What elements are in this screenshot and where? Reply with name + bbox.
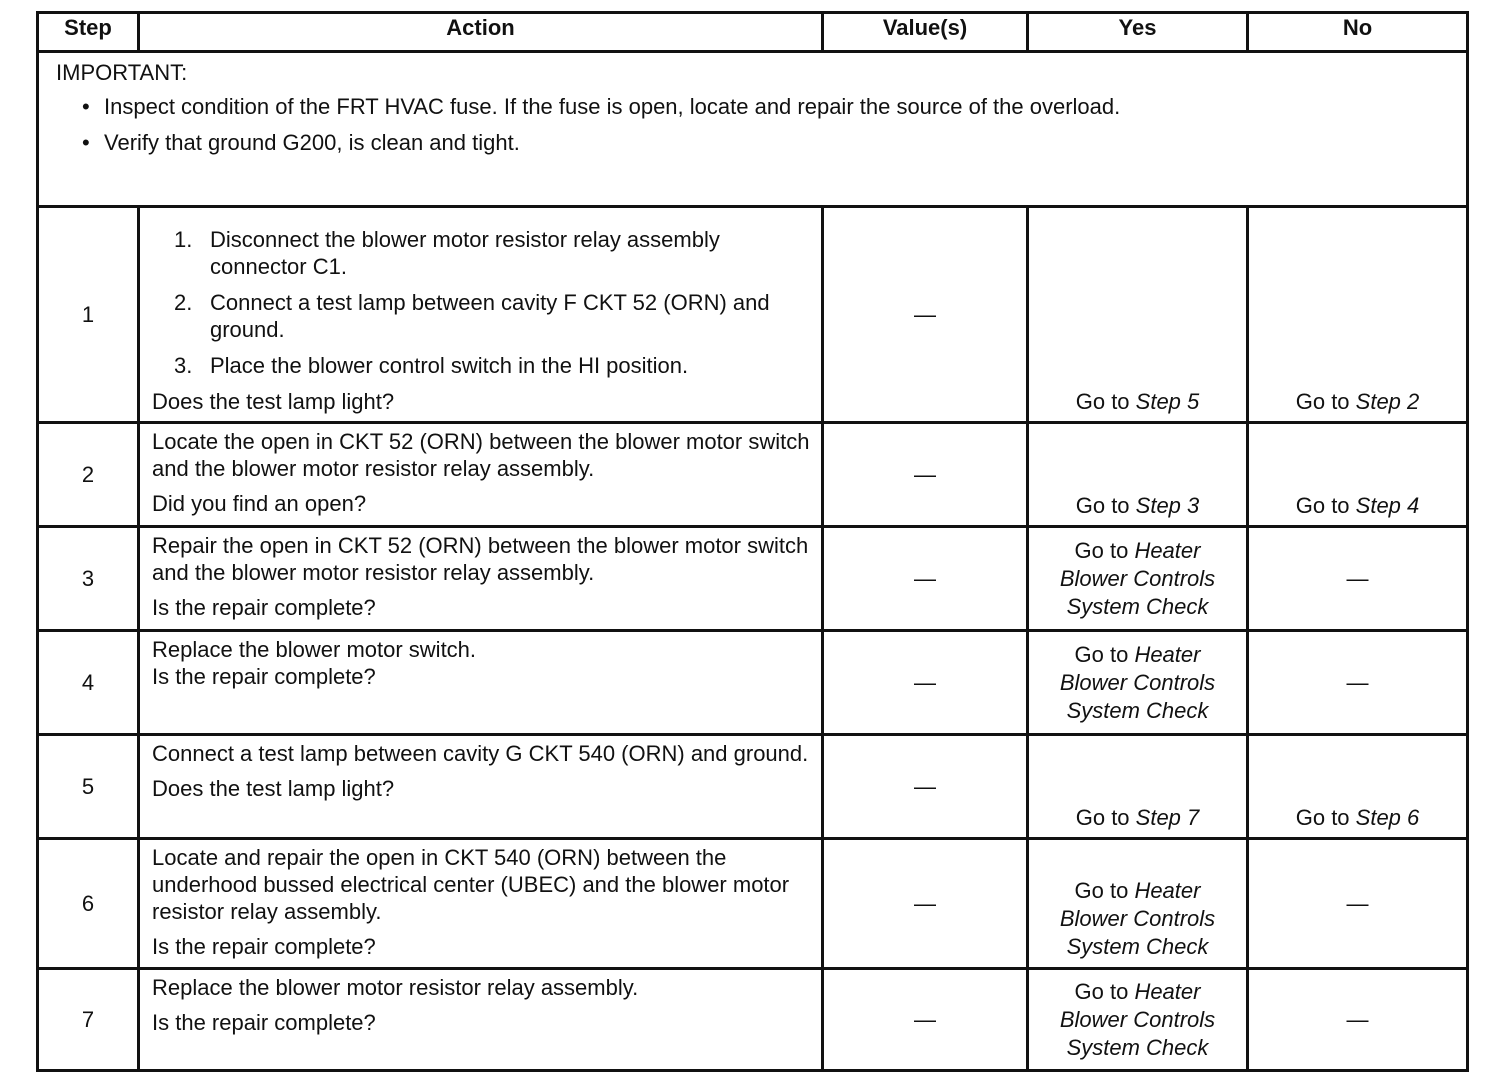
value-cell: —	[823, 527, 1028, 631]
no-cell: —	[1248, 527, 1468, 631]
value-cell: —	[823, 423, 1028, 527]
no-cell: Go to Step 4	[1248, 423, 1468, 527]
yes-link[interactable]: Heater	[1134, 641, 1201, 667]
yes-link[interactable]: Step 7	[1135, 805, 1200, 830]
list-item: 1. Disconnect the blower motor resistor relay assembly connector C1.	[174, 227, 720, 279]
no-cell: —	[1248, 969, 1468, 1071]
value-cell: —	[823, 735, 1028, 839]
yes-link[interactable]: Blower Controls	[1059, 1006, 1216, 1032]
header-action: Action	[139, 13, 823, 52]
yes-cell: Go to Step 5	[1028, 207, 1248, 423]
table-row	[38, 527, 1468, 631]
no-cell: Go to Step 2	[1248, 207, 1468, 423]
no-link[interactable]: Step 4	[1355, 493, 1420, 518]
header-values: Value(s)	[823, 13, 1028, 52]
action-cell	[139, 423, 823, 527]
action-text: Replace the blower motor switch.	[152, 637, 477, 662]
yes-link[interactable]: System Check	[1066, 697, 1209, 723]
header-step: Step	[38, 13, 139, 52]
table-row	[38, 969, 1468, 1071]
yes-link[interactable]: Blower Controls	[1059, 906, 1216, 931]
action-text: Repair the open in CKT 52 (ORN) between the blower motor switch and the blower motor resistor relay assembly.	[152, 533, 809, 585]
table-row	[38, 207, 1468, 423]
step-number: 5	[38, 735, 139, 839]
yes-link[interactable]: System Check	[1066, 934, 1209, 959]
yes-cell: Go to Heater Blower Controls System Check	[1028, 527, 1248, 631]
yes-link[interactable]: Step 5	[1135, 389, 1200, 414]
yes-cell: Go to Heater Blower Controls System Check	[1028, 631, 1248, 735]
table-row	[38, 735, 1468, 839]
header-yes: Yes	[1028, 13, 1248, 52]
yes-link[interactable]: Blower Controls	[1059, 669, 1216, 695]
value-cell: —	[823, 969, 1028, 1071]
action-text: Locate and repair the open in CKT 540 (ORN) between the underhood bussed electrical center (UBEC) and the blower motor resistor relay assembly.	[152, 845, 790, 924]
table-row	[38, 423, 1468, 527]
list-item: 2. Connect a test lamp between cavity F CKT 52 (ORN) and ground.	[174, 290, 770, 342]
value-cell: —	[823, 631, 1028, 735]
bullet-icon: •	[82, 130, 90, 155]
value-cell: —	[823, 839, 1028, 969]
table-row	[38, 839, 1468, 969]
important-bullet-text: Inspect condition of the FRT HVAC fuse. If the fuse is open, locate and repair the source of the overload.	[104, 94, 1121, 119]
bullet-icon: •	[82, 94, 90, 119]
no-cell: —	[1248, 839, 1468, 969]
action-cell	[139, 969, 823, 1071]
yes-link[interactable]: Heater	[1134, 878, 1201, 903]
yes-cell: Go to Step 3	[1028, 423, 1248, 527]
important-note	[38, 52, 1468, 207]
yes-link[interactable]: Heater	[1134, 537, 1201, 563]
yes-link[interactable]: System Check	[1066, 1034, 1209, 1060]
yes-link[interactable]: System Check	[1066, 593, 1209, 619]
action-text: Replace the blower motor resistor relay assembly.	[152, 975, 639, 1000]
yes-cell: Go to Heater Blower Controls System Check	[1028, 969, 1248, 1071]
header-row	[38, 13, 1468, 52]
step-number: 1	[38, 207, 139, 423]
action-question: Is the repair complete?	[152, 664, 376, 689]
yes-link[interactable]: Blower Controls	[1059, 565, 1216, 591]
value-cell: —	[823, 207, 1028, 423]
table-row	[38, 631, 1468, 735]
step-number: 3	[38, 527, 139, 631]
action-question: Did you find an open?	[152, 491, 367, 516]
important-bullet	[82, 93, 1466, 120]
no-cell: —	[1248, 631, 1468, 735]
substep-list	[152, 226, 811, 379]
action-cell	[139, 735, 823, 839]
important-bullet-text: Verify that ground G200, is clean and tight.	[104, 130, 520, 155]
yes-cell: Go to Heater Blower Controls System Check	[1028, 839, 1248, 969]
action-question: Is the repair complete?	[152, 1010, 376, 1035]
important-title: IMPORTANT:	[56, 60, 188, 85]
action-cell	[139, 527, 823, 631]
yes-link[interactable]: Heater	[1134, 978, 1201, 1004]
step-number: 6	[38, 839, 139, 969]
yes-cell: Go to Step 7	[1028, 735, 1248, 839]
yes-link[interactable]: Step 3	[1135, 493, 1200, 518]
step-number: 7	[38, 969, 139, 1071]
action-text: Connect a test lamp between cavity G CKT 540 (ORN) and ground.	[152, 741, 809, 766]
header-no: No	[1248, 13, 1468, 52]
action-question: Is the repair complete?	[152, 934, 376, 959]
action-text: Locate the open in CKT 52 (ORN) between the blower motor switch and the blower motor resistor relay assembly.	[152, 429, 810, 481]
step-number: 2	[38, 423, 139, 527]
action-question: Does the test lamp light?	[152, 776, 395, 801]
important-row	[38, 52, 1468, 207]
action-cell	[139, 631, 823, 735]
no-link[interactable]: Step 2	[1355, 389, 1420, 414]
action-question: Does the test lamp light?	[152, 389, 395, 414]
action-question: Is the repair complete?	[152, 595, 376, 620]
diagnostic-table	[36, 11, 1469, 1072]
action-cell	[139, 839, 823, 969]
list-item: 3. Place the blower control switch in the HI position.	[174, 353, 689, 378]
no-cell: Go to Step 6	[1248, 735, 1468, 839]
important-bullet	[82, 129, 1466, 156]
step-number: 4	[38, 631, 139, 735]
action-cell	[139, 207, 823, 423]
no-link[interactable]: Step 6	[1355, 805, 1420, 830]
